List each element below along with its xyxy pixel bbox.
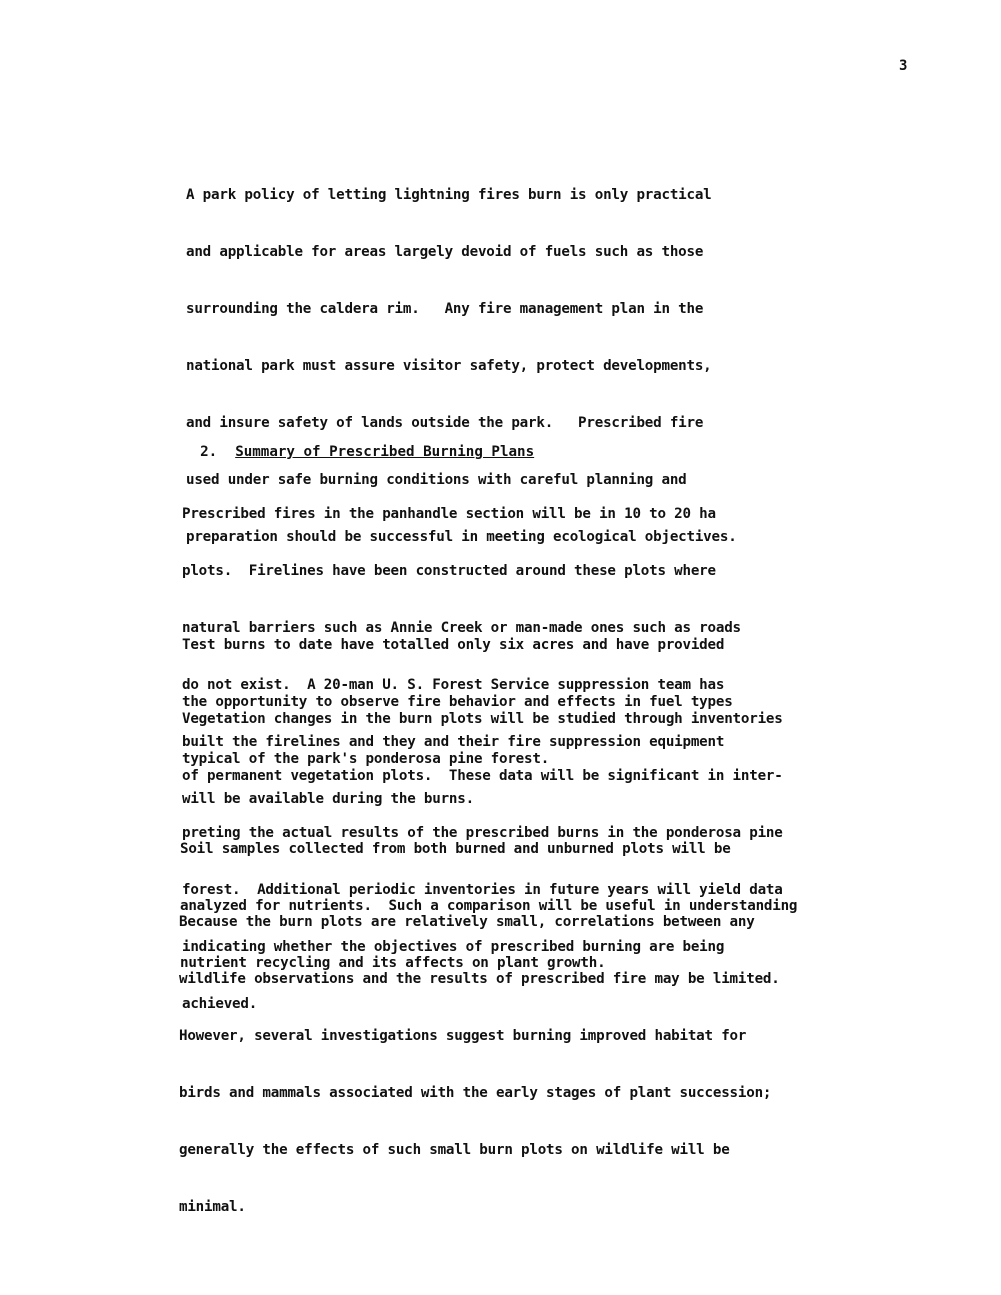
text-line: and applicable for areas largely devoid of fuels such as those [186, 244, 704, 260]
text-line: indicating whether the objectives of prescribed burning are being [182, 939, 725, 955]
text-line: Soil samples collected from both burned and unburned plots will be [180, 841, 731, 857]
paragraph-wildlife [179, 875, 780, 1236]
text-line: generally the effects of such small burn plots on wildlife will be [179, 1142, 730, 1158]
text-line: national park must assure visitor safety, protect developments, [186, 358, 712, 374]
text-line: birds and mammals associated with the early stages of plant succession; [179, 1085, 772, 1101]
text-line: plots. Firelines have been constructed around these plots where [182, 563, 716, 579]
text-line: preting the actual results of the prescribed burns in the ponderosa pine [182, 825, 783, 841]
section-number: 2. [200, 444, 218, 460]
text-line: preparation should be successful in meeting ecological objectives. [186, 529, 737, 545]
text-line: do not exist. A 20-man U. S. Forest Service suppression team has [182, 677, 725, 693]
text-line: wildlife observations and the results of prescribed fire may be limited. [179, 971, 780, 987]
text-line: surrounding the caldera rim. Any fire management plan in the [186, 301, 704, 317]
text-line: of permanent vegetation plots. These data will be significant in inter- [182, 768, 783, 784]
text-line: achieved. [182, 996, 258, 1012]
text-line: and insure safety of lands outside the park. Prescribed fire [186, 415, 704, 431]
text-line: built the firelines and they and their fire suppression equipment [182, 734, 725, 750]
text-line: typical of the park's ponderosa pine forest. [182, 751, 550, 767]
text-line: Test burns to date have totalled only six acres and have provided [182, 637, 725, 653]
text-line: natural barriers such as Annie Creek or man-made ones such as roads [182, 620, 741, 636]
text-line: Prescribed fires in the panhandle section will be in 10 to 20 ha [182, 506, 716, 522]
text-line: nutrient recycling and its affects on plant growth. [180, 955, 606, 971]
section-title: Summary of Prescribed Burning Plans [235, 444, 535, 460]
section-heading [183, 428, 534, 460]
text-line: However, several investigations suggest burning improved habitat for [179, 1028, 747, 1044]
page-number: 3 [899, 58, 908, 74]
text-line: the opportunity to observe fire behavior and effects in fuel types [182, 694, 733, 710]
text-line: will be available during the burns. [182, 791, 474, 807]
text-line: Vegetation changes in the burn plots will be studied through inventories [182, 711, 783, 727]
text-line: analyzed for nutrients. Such a comparison will be useful in understanding [180, 898, 798, 914]
text-line: forest. Additional periodic inventories in future years will yield data [182, 882, 783, 898]
text-line: minimal. [179, 1199, 246, 1215]
text-line: A park policy of letting lightning fires burn is only practical [186, 187, 712, 203]
text-line: used under safe burning conditions with careful planning and [186, 472, 687, 488]
text-line: Because the burn plots are relatively small, correlations between any [179, 914, 755, 930]
